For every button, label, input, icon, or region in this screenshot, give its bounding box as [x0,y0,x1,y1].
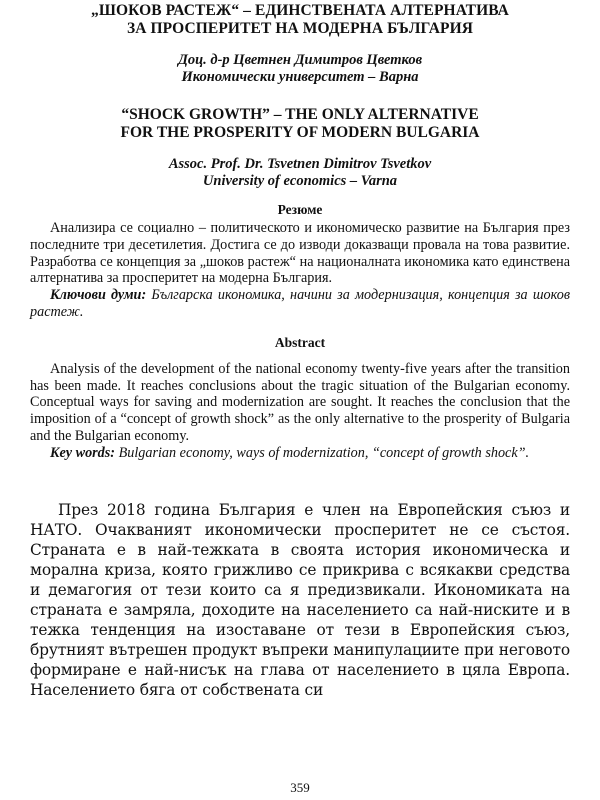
title-english-line1: “SHOCK GROWTH” – THE ONLY ALTERNATIVE [121,106,479,123]
author-affiliation-english: University of economics – Varna [202,173,398,189]
author-block-bulgarian [30,52,570,86]
summary-keywords-label: Ключови думи: [50,287,147,304]
summary-text: Анализира се социално – политическото и икономическо развитие на България през последните три десетилетия. Достига се до изводи доказващи провала на това развитие. Разработва се концепция за „шоков растеж“ на националната икономика като единствена алтернатива за просперитет на модерна България. [30,220,570,287]
abstract-keywords-label: Key words: [50,444,116,461]
title-bulgarian [30,2,570,38]
abstract-keywords [30,445,570,462]
abstract-text: Analysis of the development of the national economy twenty-five years after the transition has been made. It reaches conclusions about the tragic situation of the Bulgarian economy. Conceptual ways for saving and modernization are sought. It reaches the conclusion that the imposition of a “concept of growth shock” as the only alternative to the prosperity of Bulgaria and the Bulgarian economy. [30,360,570,444]
author-name-english: Assoc. Prof. Dr. Tsvetnen Dimitrov Tsvetkov [168,156,432,172]
title-bulgarian-line2: ЗА ПРОСПЕРИТЕТ НА МОДЕРНА БЪЛГАРИЯ [126,20,474,37]
abstract-keywords-value: Bulgarian economy, ways of modernization, “concept of growth shock”. [118,444,530,461]
summary-heading: Резюме [277,202,323,217]
title-bulgarian-line1: „ШОКОВ РАСТЕЖ“ – ЕДИНСТВЕНАТА АЛТЕРНАТИВА [91,2,509,19]
author-affiliation-bulgarian: Икономически университет – Варна [181,69,419,85]
body-paragraph: През 2018 година България е член на Европейския съюз и НАТО. Очакваният икономически просперитет не се състоя. Страната е в най-тежката в своята история икономическа и морална криза, която грижливо се прикрива с всякакви средства и демагогия от тези които са я предизвикали. Икономиката на страната е замряла, доходите на населението са най-ниските и в тежка тенденция на изоставане от тези в Европейския съюз, брутният вътрешен продукт въпреки манипулациите при неговото формиране е най-нисък на глава от населението в цяла Европа. Населението бяга от собствената си [30,500,570,699]
title-english-line2: FOR THE PROSPERITY OF MODERN BULGARIA [120,124,480,141]
abstract-heading: Abstract [274,334,326,350]
summary-keywords [30,287,570,321]
author-block-english [30,156,570,190]
summary-keywords-value: Българска икономика, начини за модернизация, концепция за шоков растеж. [30,287,570,320]
title-english [30,106,570,142]
author-name-bulgarian: Доц. д-р Цветнен Димитров Цветков [177,52,423,68]
page-number: 359 [290,780,310,795]
